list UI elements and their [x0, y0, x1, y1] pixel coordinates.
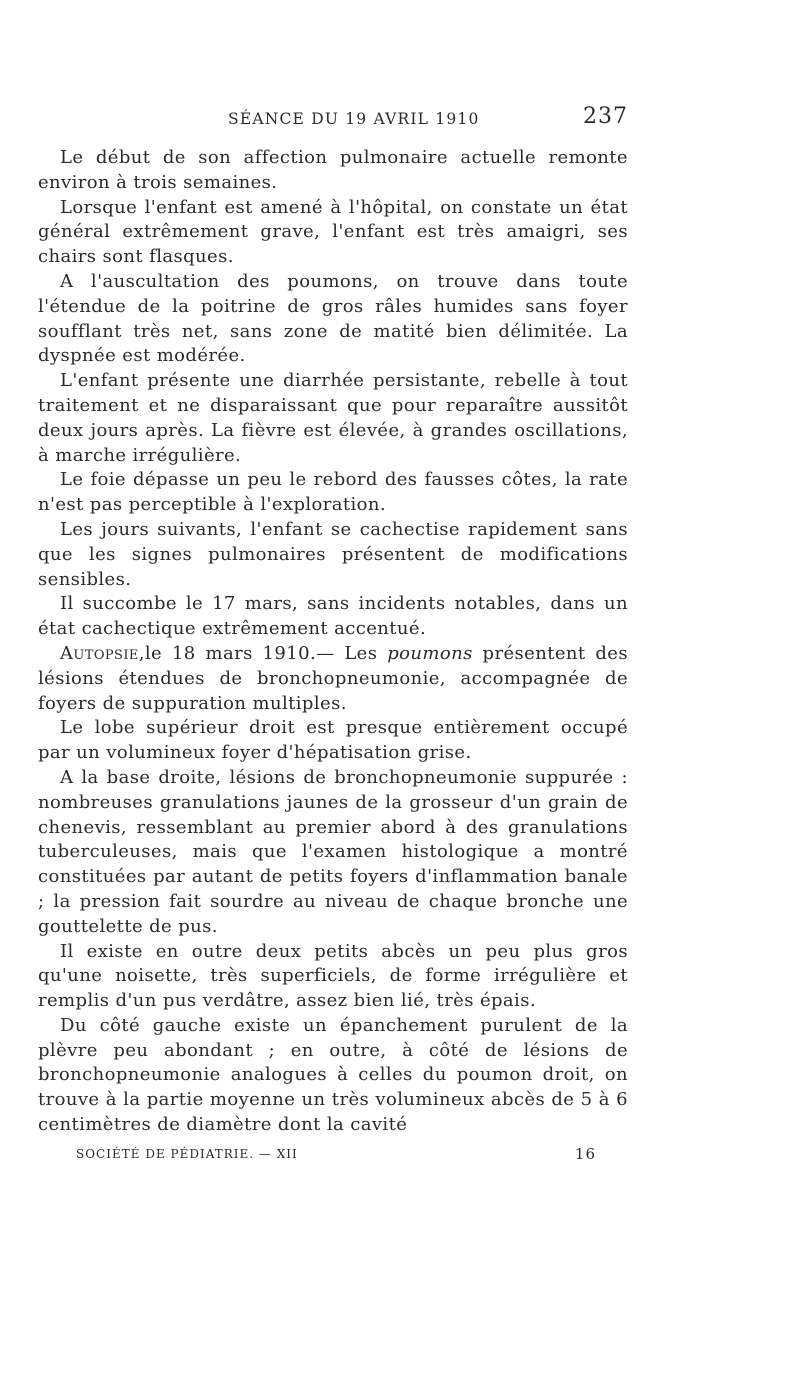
paragraph: Les jours suivants, l'enfant se cachectise rapidement sans que les signes pulmonaires présentent de modifications sensibles.: [38, 518, 628, 590]
paragraph: Le foie dépasse un peu le rebord des fausses côtes, la rate n'est pas perceptible à l'exploration.: [38, 469, 628, 516]
paragraph: Lorsque l'enfant est amené à l'hôpital, on constate un état général extrêmement grave, l'enfant est très amaigri, ses chairs sont flasques.: [38, 196, 628, 268]
paragraph: Le lobe supérieur droit est presque entièrement occupé par un volumineux foyer d'hépatisation grise.: [38, 717, 628, 764]
running-head: [38, 104, 628, 132]
document-page: [38, 104, 628, 1138]
page-number: 237: [583, 104, 628, 129]
paragraph: Il existe en outre deux petits abcès un peu plus gros qu'une noisette, très superficiels, de forme irrégulière et remplis d'un pus verdâtre, assez bien lié, très épais.: [38, 940, 628, 1012]
paragraph: Le début de son affection pulmonaire actuelle remonte environ à trois semaines.: [38, 147, 628, 193]
paragraph: L'enfant présente une diarrhée persistante, rebelle à tout traitement et ne disparaissant que pour reparaître aussitôt deux jours après. La fièvre est élevée, à grandes oscillations, à marche irrégulière.: [38, 370, 628, 466]
paragraph-autopsy: [38, 642, 628, 716]
paragraph: A l'auscultation des poumons, on trouve dans toute l'étendue de la poitrine de gros râles humides sans foyer soufflant très net, sans zone de matité bien délimitée. La dyspnée est modérée.: [38, 270, 628, 367]
signature-line: SOCIÉTÉ DE PÉDIATRIE. — XII: [76, 1147, 298, 1161]
autopsy-text: présentent des lésions étendues de bronchopneumonie, accompagnée de foyers de suppuration multiples.: [38, 642, 628, 714]
signature-mark: 16: [574, 1145, 596, 1163]
autopsy-label: Autopsie,: [60, 642, 145, 664]
signature-footer: [76, 1147, 596, 1161]
autopsy-date: le 18 mars 1910.— Les: [144, 642, 388, 664]
paragraph: Il succombe le 17 mars, sans incidents notables, dans un état cachectique extrêmement accentué.: [38, 593, 628, 640]
paragraph: A la base droite, lésions de bronchopneumonie suppurée : nombreuses granulations jaunes de la grosseur d'un grain de chenevis, ressemblant au premier abord à des granulations tuberculeuses, mais que l'examen histologique a montré constituées par autant de petits foyers d'inflammation banale ; la pression fait sourdre au niveau de chaque bronche une gouttelette de pus.: [38, 766, 628, 937]
poumons-term: poumons: [387, 642, 473, 664]
paragraph: Du côté gauche existe un épanchement purulent de la plèvre peu abondant ; en outre, à côté de lésions de bronchopneumonie analogues à celles du poumon droit, on trouve à la partie moyenne un très volumineux abcès de 5 à 6 centimètres de diamètre dont la cavité: [38, 1014, 628, 1136]
body-text: [38, 146, 628, 1138]
running-title: SÉANCE DU 19 AVRIL 1910: [228, 110, 480, 128]
